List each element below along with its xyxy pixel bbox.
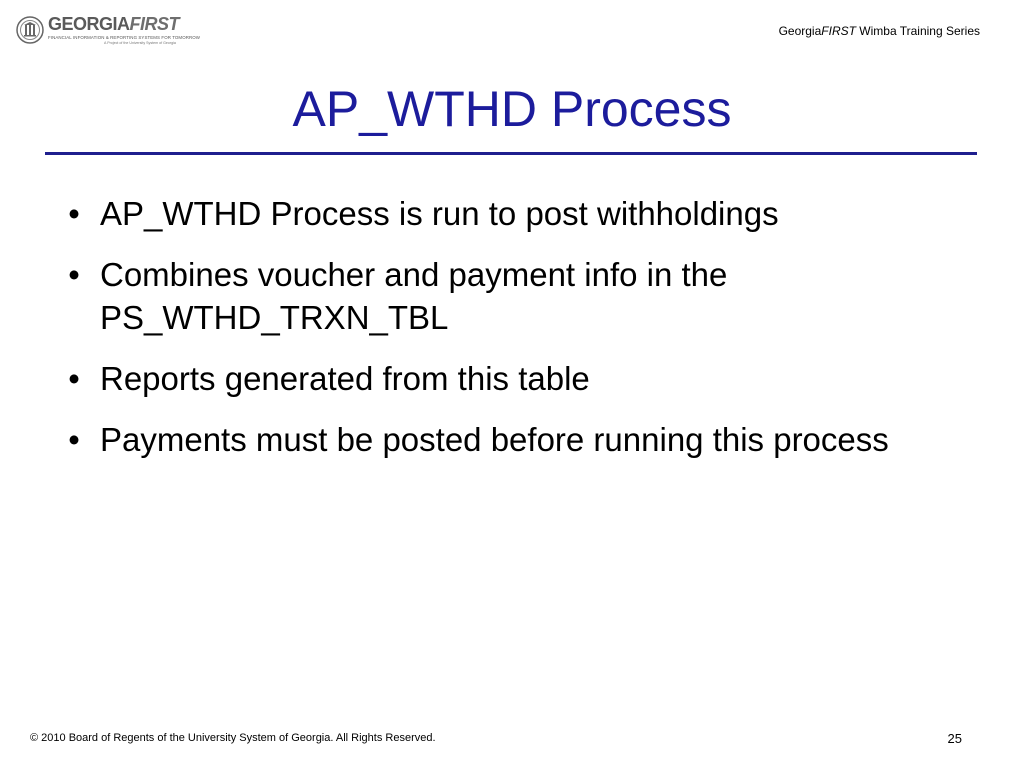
title-divider xyxy=(45,152,977,155)
logo-name-main: GEORGIA xyxy=(48,14,130,34)
bullet-marker: • xyxy=(68,195,80,232)
copyright-notice: © 2010 Board of Regents of the University System of Georgia. All Rights Reserved. xyxy=(30,732,436,744)
logo-sub-tagline: A Project of the University System of Georgia xyxy=(104,41,176,45)
georgia-seal-icon xyxy=(16,16,44,44)
bullet-item xyxy=(60,192,960,235)
series-italic: FIRST xyxy=(821,24,856,38)
bullet-marker: • xyxy=(68,360,80,397)
series-suffix: Wimba Training Series xyxy=(855,24,980,38)
bullet-text: Combines voucher and payment info in the PS_WTHD_TRXN_TBL xyxy=(100,256,728,336)
bullet-text: Reports generated from this table xyxy=(100,360,590,397)
bullet-item xyxy=(60,357,960,400)
bullet-list xyxy=(60,192,960,479)
training-series-label xyxy=(779,24,980,38)
bullet-marker: • xyxy=(68,256,80,293)
logo-wordmark xyxy=(48,14,179,34)
bullet-text: Payments must be posted before running this process xyxy=(100,421,889,458)
bullet-marker: • xyxy=(68,421,80,458)
logo-tagline: FINANCIAL INFORMATION & REPORTING SYSTEMS FOR TOMORROW xyxy=(48,35,201,40)
slide-title: AP_WTHD Process xyxy=(292,81,732,137)
bullet-item xyxy=(60,418,960,461)
bullet-item xyxy=(60,253,960,339)
bullet-text: AP_WTHD Process is run to post withholdings xyxy=(100,195,779,232)
georgiafirst-logo xyxy=(16,14,201,48)
logo-name-italic: FIRST xyxy=(129,14,180,34)
series-prefix: Georgia xyxy=(778,24,822,38)
page-number: 25 xyxy=(947,731,962,746)
